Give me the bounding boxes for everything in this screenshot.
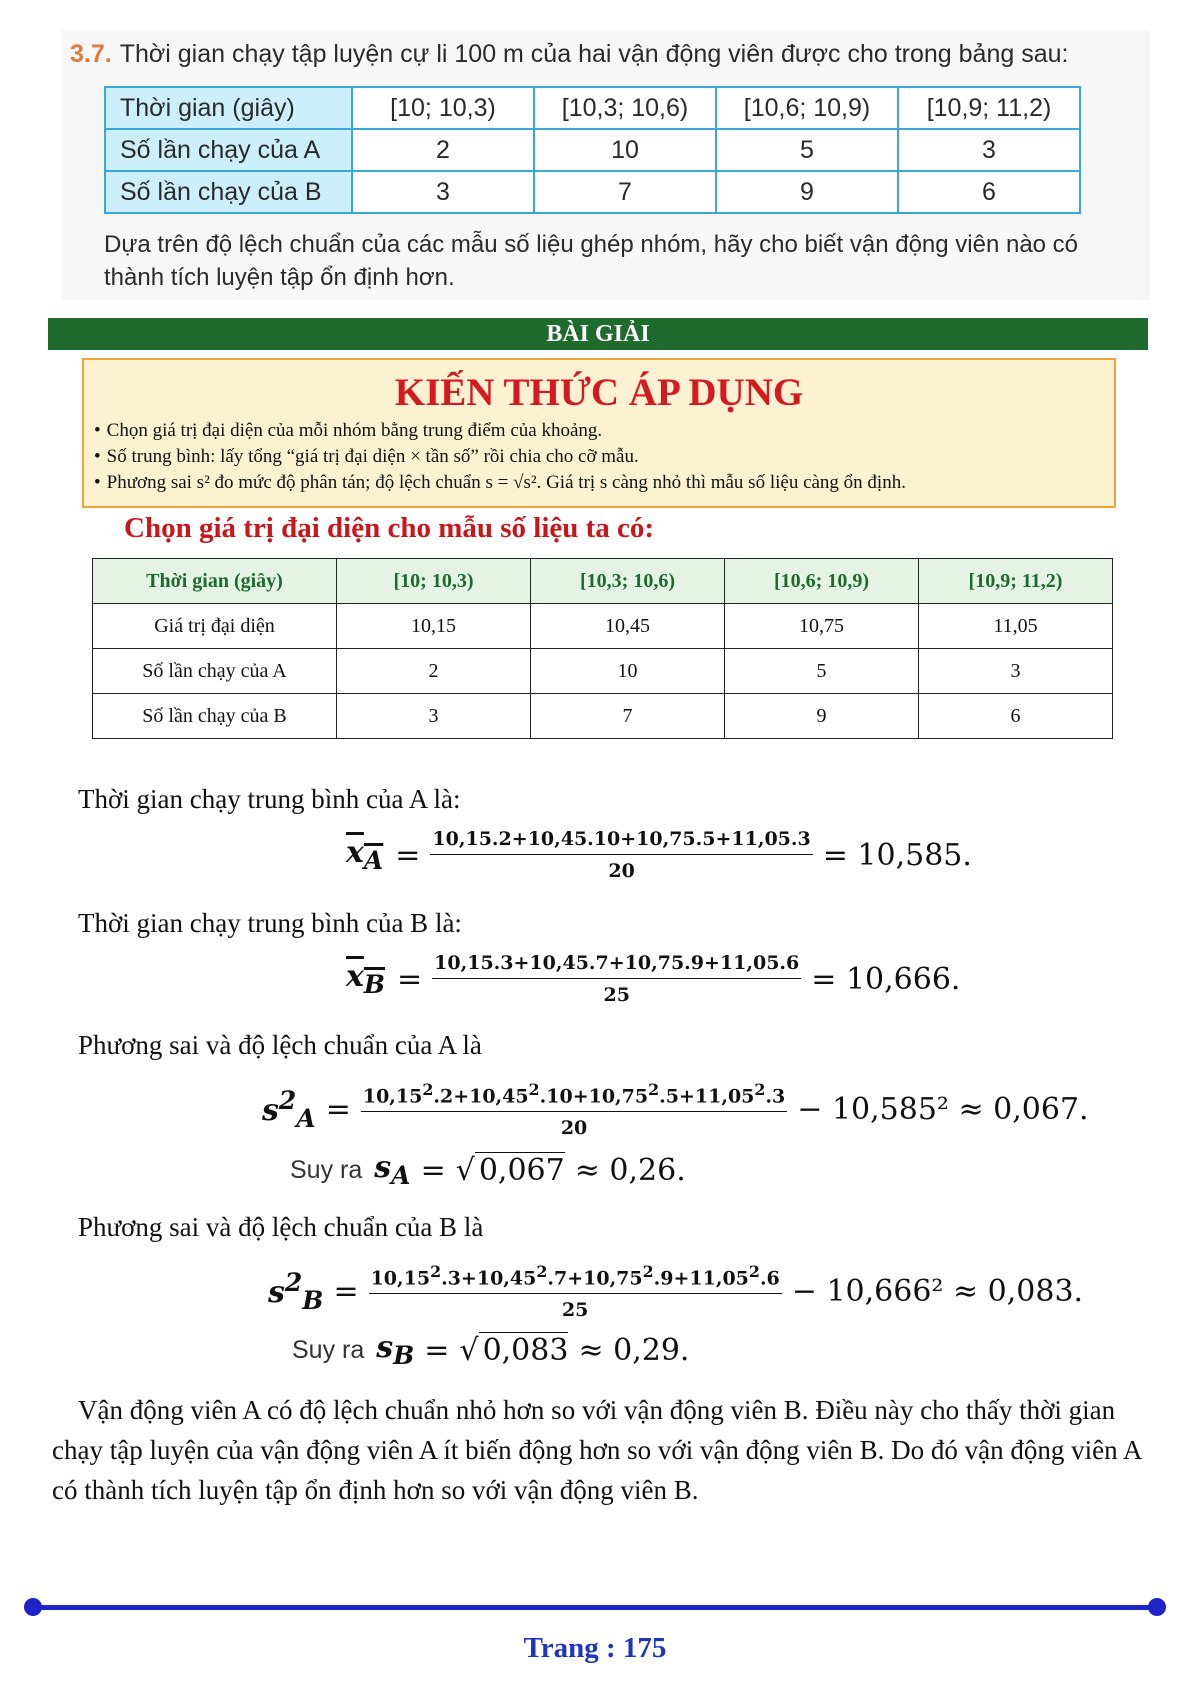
representative-table	[92, 558, 1113, 739]
std-b-result: ≈ 0,29.	[578, 1332, 690, 1368]
mean-a-label: Thời gian chạy trung bình của A là:	[78, 784, 461, 814]
table-cell: [10; 10,3)	[352, 87, 534, 129]
list-item: • Số trung bình: lấy tổng “giá trị đại diện × tần số” rồi chia cho cỡ mẫu.	[94, 444, 906, 470]
variance-a-fraction	[361, 1080, 787, 1139]
std-b-radicand: 0,083	[479, 1332, 569, 1368]
mean-b-equation: $x_B$ = $\frac{10,15.3+10,45.7+10,75.9+11,05.6}{25}$ = 10,666.	[346, 952, 961, 1006]
table-cell: Giá trị đại diện	[93, 604, 337, 649]
variance-b-symbol: $s^2_B$	[268, 1268, 324, 1316]
table-cell: [10,9; 11,2)	[898, 87, 1080, 129]
sqrt-icon: √	[459, 1332, 479, 1368]
table-cell: 5	[716, 129, 898, 171]
table-cell: 9	[725, 694, 919, 739]
std-a-equation: Suy ra $s_A$ = √ 0,067 ≈ 0,26.	[290, 1150, 686, 1190]
table-cell: [10,6; 10,9)	[725, 559, 919, 604]
table-cell: Thời gian (giây)	[93, 559, 337, 604]
table-cell: 2	[352, 129, 534, 171]
table-cell: 10	[534, 129, 716, 171]
divider-dot	[1148, 1598, 1166, 1616]
knowledge-box	[82, 358, 1116, 508]
table-cell: Thời gian (giây)	[105, 87, 352, 129]
problem-text: Thời gian chạy tập luyện cự li 100 m của hai vận động viên được cho trong bảng sau:	[119, 40, 1069, 68]
mean-a-symbol: $x_A$	[346, 835, 384, 875]
suy-ra-label: Suy ra	[292, 1335, 365, 1364]
denominator: 20	[361, 1111, 787, 1139]
table-cell: [10,3; 10,6)	[531, 559, 725, 604]
mean-b-symbol: $x_B$	[346, 959, 386, 999]
suy-ra-label: Suy ra	[290, 1155, 363, 1184]
table-cell: 11,05	[919, 604, 1113, 649]
section-heading: Chọn giá trị đại diện cho mẫu số liệu ta có:	[124, 512, 655, 544]
variance-a-symbol: $s^2_A$	[262, 1086, 316, 1134]
divider-dot	[24, 1598, 42, 1616]
table-cell: 3	[898, 129, 1080, 171]
table-row	[93, 604, 1113, 649]
table-cell: 7	[531, 694, 725, 739]
std-b-equation: Suy ra $s_B$ = √ 0,083 ≈ 0,29.	[292, 1330, 690, 1370]
table-cell: 6	[919, 694, 1113, 739]
variance-b-result: − 10,666² ≈ 0,083.	[791, 1274, 1084, 1310]
table-cell: 6	[898, 171, 1080, 213]
table-row	[93, 649, 1113, 694]
footer-divider	[32, 1605, 1162, 1610]
sqrt-icon: √	[455, 1152, 475, 1188]
list-item: • Chọn giá trị đại diện của mỗi nhóm bằng trung điểm của khoảng.	[94, 418, 906, 444]
problem-table	[104, 86, 1081, 214]
variance-b-equation: $s^2_B$ = $\frac{10,15^2.3+10,45^2.7+10,75^2.9+11,05^2.6}{25}$ − 10,666² ≈ 0,083.	[268, 1262, 1084, 1322]
denominator: 25	[432, 978, 801, 1006]
table-cell: Số lần chạy của A	[93, 649, 337, 694]
table-row	[105, 171, 1080, 213]
table-cell: [10; 10,3)	[337, 559, 531, 604]
table-row	[105, 129, 1080, 171]
mean-b-result: = 10,666.	[811, 961, 961, 997]
variance-a-result: − 10,585² ≈ 0,067.	[797, 1092, 1089, 1128]
table-cell: 3	[919, 649, 1113, 694]
problem-question: Dựa trên độ lệch chuẩn của các mẫu số liệu ghép nhóm, hãy cho biết vận động viên nào có thành tích luyện tập ổn định hơn.	[104, 231, 1079, 291]
std-a-radicand: 0,067	[475, 1152, 565, 1188]
table-cell: 3	[352, 171, 534, 213]
mean-b-fraction	[432, 952, 801, 1006]
problem-title	[70, 40, 1068, 69]
table-cell: 10,15	[337, 604, 531, 649]
table-cell: [10,3; 10,6)	[534, 87, 716, 129]
denominator: 25	[369, 1293, 782, 1321]
mean-a-fraction	[430, 828, 812, 882]
variance-b-fraction	[369, 1262, 782, 1321]
list-item: • Phương sai s² đo mức độ phân tán; độ lệch chuẩn s = √s². Giá trị s càng nhỏ thì mẫu số liệu càng ổn định.	[94, 470, 906, 496]
table-row	[105, 87, 1080, 129]
table-cell: 7	[534, 171, 716, 213]
problem-block	[62, 30, 1150, 300]
page-number: Trang : 175	[523, 1632, 667, 1664]
variance-b-label: Phương sai và độ lệch chuẩn của B là	[78, 1212, 484, 1242]
conclusion-paragraph: Vận động viên A có độ lệch chuẩn nhỏ hơn so với vận động viên B. Điều này cho thấy thời gian chạy tập luyện của vận động viên A ít biến động hơn so với vận động viên B. Do đó vận động viên A có thành tích luyện tập ổn định hơn so với vận động viên B.	[52, 1395, 1141, 1505]
table-cell: 10	[531, 649, 725, 694]
table-cell: 2	[337, 649, 531, 694]
table-cell: Số lần chạy của A	[105, 129, 352, 171]
mean-a-equation: $x_A$ = $\frac{10,15.2+10,45.10+10,75.5+11,05.3}{20}$ = 10,585.	[346, 828, 972, 882]
table-cell: 9	[716, 171, 898, 213]
table-cell: [10,6; 10,9)	[716, 87, 898, 129]
table-cell: 3	[337, 694, 531, 739]
numerator: 10,15.2+10,45.10+10,75.5+11,05.3	[432, 828, 811, 850]
table-cell: 10,45	[531, 604, 725, 649]
mean-a-result: = 10,585.	[822, 837, 972, 873]
numerator: $10,15^2.2+10,45^2.10+10,75^2.5+11,05^2.3$	[362, 1080, 786, 1108]
variance-a-equation: $s^2_A$ = $\frac{10,15^2.2+10,45^2.10+10,75^2.5+11,05^2.3}{20}$ − 10,585² ≈ 0,067.	[262, 1080, 1089, 1140]
variance-a-label: Phương sai và độ lệch chuẩn của A là	[78, 1030, 482, 1060]
table-cell: Số lần chạy của B	[105, 171, 352, 213]
std-a-result: ≈ 0,26.	[574, 1152, 686, 1188]
knowledge-list	[94, 418, 906, 496]
numerator: $10,15^2.3+10,45^2.7+10,75^2.9+11,05^2.6$	[370, 1262, 780, 1290]
table-cell: Số lần chạy của B	[93, 694, 337, 739]
knowledge-title: KIẾN THỨC ÁP DỤNG	[394, 371, 804, 414]
denominator: 20	[430, 854, 812, 882]
solution-banner: BÀI GIẢI	[48, 318, 1148, 350]
table-row	[93, 559, 1113, 604]
table-cell: 10,75	[725, 604, 919, 649]
numerator: 10,15.3+10,45.7+10,75.9+11,05.6	[434, 952, 800, 974]
table-cell: 5	[725, 649, 919, 694]
mean-b-label: Thời gian chạy trung bình của B là:	[78, 908, 462, 938]
table-cell: [10,9; 11,2)	[919, 559, 1113, 604]
problem-number: 3.7.	[70, 40, 112, 68]
table-row	[93, 694, 1113, 739]
